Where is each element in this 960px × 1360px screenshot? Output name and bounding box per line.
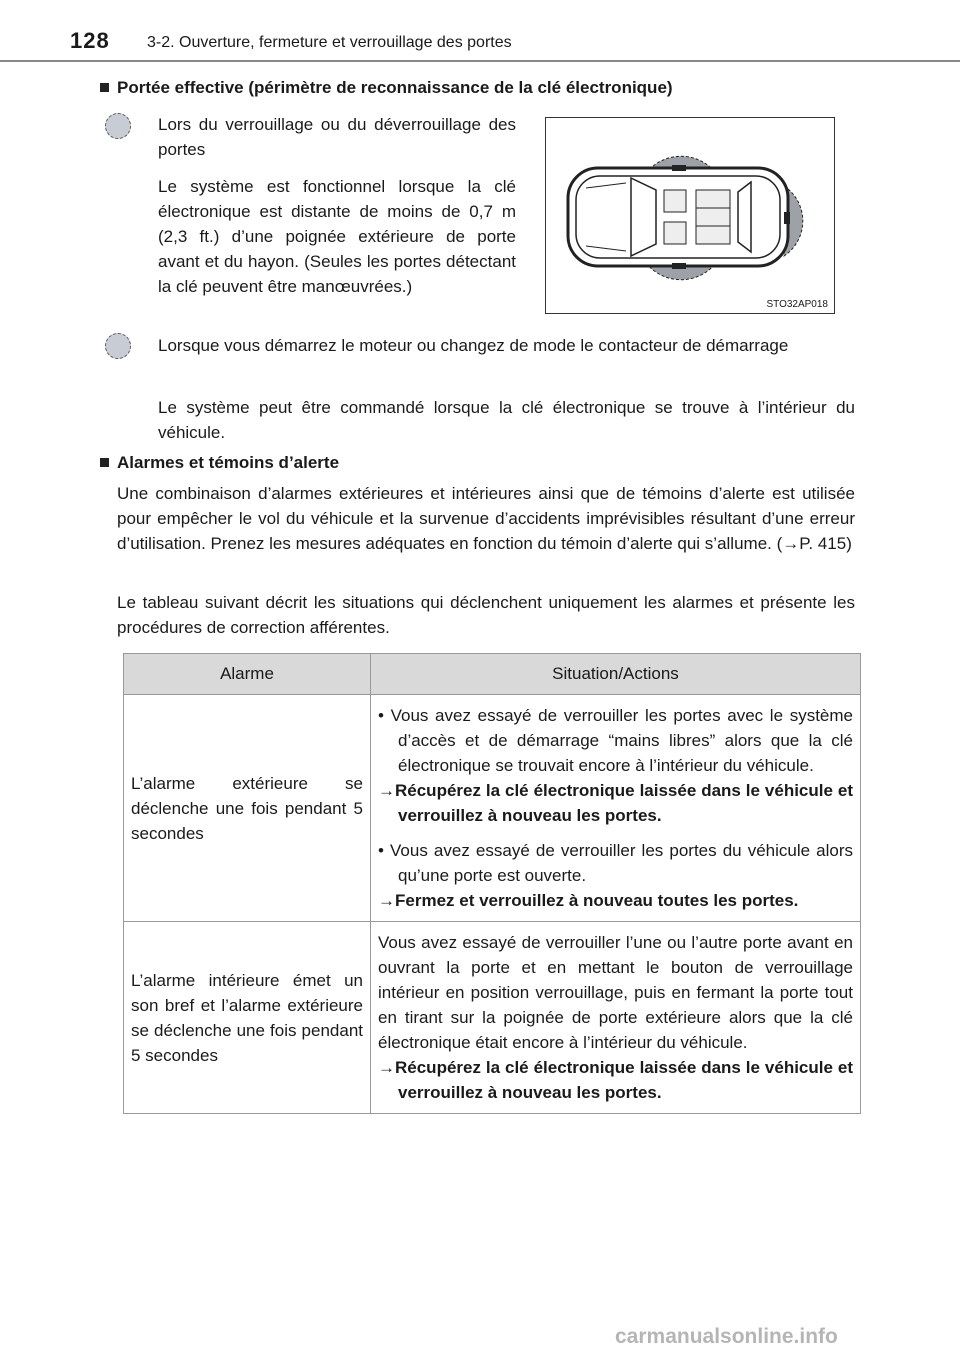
section-title-range: Portée effective (périmètre de reconnaissance de la clé électronique) [117, 78, 673, 97]
item1-heading: Lors du verrouillage ou du déverrouillage des portes [158, 115, 516, 159]
page-header [70, 28, 960, 62]
item2-text: Le système peut être commandé lorsque la clé électronique se trouve à l’intérieur du véhicule. [158, 398, 855, 442]
section-title-alarms: Alarmes et témoins d’alerte [117, 453, 340, 472]
item2-heading: Lorsque vous démarrez le moteur ou changez de mode le contacteur de démarrage [158, 336, 789, 355]
chapter-title: 3-2. Ouverture, fermeture et verrouillage des portes [147, 34, 512, 51]
action-text: →Récupérez la clé électronique laissée dans le véhicule et verrouillez à nouveau les portes. [378, 1058, 853, 1102]
alarm-cell: L’alarme extérieure se déclenche une fois pendant 5 secondes [124, 695, 371, 922]
alarm-cell: L’alarme intérieure émet un son bref et l’alarme extérieure se déclenche une fois pendant 5 secondes [124, 922, 371, 1114]
figure-code: STO32AP018 [766, 299, 828, 310]
column-header-alarm: Alarme [124, 654, 371, 695]
page-number: 128 [70, 28, 110, 53]
watermark: carmanualsonline.info [615, 1325, 838, 1348]
dashed-circle-icon [105, 113, 131, 139]
alarm-table [123, 653, 861, 1114]
action-text: →Fermez et verrouillez à nouveau toutes les portes. [378, 891, 799, 910]
car-diagram-svg [546, 118, 834, 313]
square-bullet-icon [100, 458, 109, 467]
situation-bullet: • Vous avez essayé de verrouiller les portes avec le système d’accès et de démarrage “mains libres” alors que la clé électronique se trouvait encore à l’intérieur du véhicule. [378, 706, 853, 775]
action-text: →Récupérez la clé électronique laissée dans le véhicule et verrouillez à nouveau les portes. [378, 781, 853, 825]
alarms-table-intro: Le tableau suivant décrit les situations qui déclenchent uniquement les alarmes et présente les procédures de correction afférentes. [117, 593, 855, 637]
alarms-intro: Une combinaison d’alarmes extérieures et intérieures ainsi que de témoins d’alerte est utilisée pour empêcher le vol du véhicule et la survenue d’accidents imprévisibles résultant d’une erreur d’utilisation. Prenez les mesures adéquates en fonction du témoin d’alerte qui s’allume. (→P. 415) [117, 484, 855, 553]
table-row [124, 922, 861, 1114]
situation-cell [371, 922, 861, 1114]
item1-text: Le système est fonctionnel lorsque la clé électronique est distante de moins de 0,7 m (2,3 ft.) d’une poignée extérieure de porte avant et du hayon. (Seules les portes détectant la clé peuvent être manœuvrées.) [158, 177, 516, 296]
situation-text: Vous avez essayé de verrouiller l’une ou l’autre porte avant en ouvrant la porte et en mettant le bouton de verrouillage intérieur en position verrouillage, puis en fermant la porte tout en tirant sur la poignée de porte extérieure alors que la clé électronique était encore à l’intérieur du véhicule. [378, 933, 853, 1052]
situation-cell [371, 695, 861, 922]
square-bullet-icon [100, 83, 109, 92]
table-row [124, 695, 861, 922]
car-range-diagram [545, 117, 835, 314]
dashed-circle-icon [105, 333, 131, 359]
header-divider [0, 60, 960, 62]
table-header-row [124, 654, 861, 695]
column-header-situation: Situation/Actions [371, 654, 861, 695]
situation-bullet: • Vous avez essayé de verrouiller les portes du véhicule alors qu’une porte est ouverte. [378, 841, 853, 885]
